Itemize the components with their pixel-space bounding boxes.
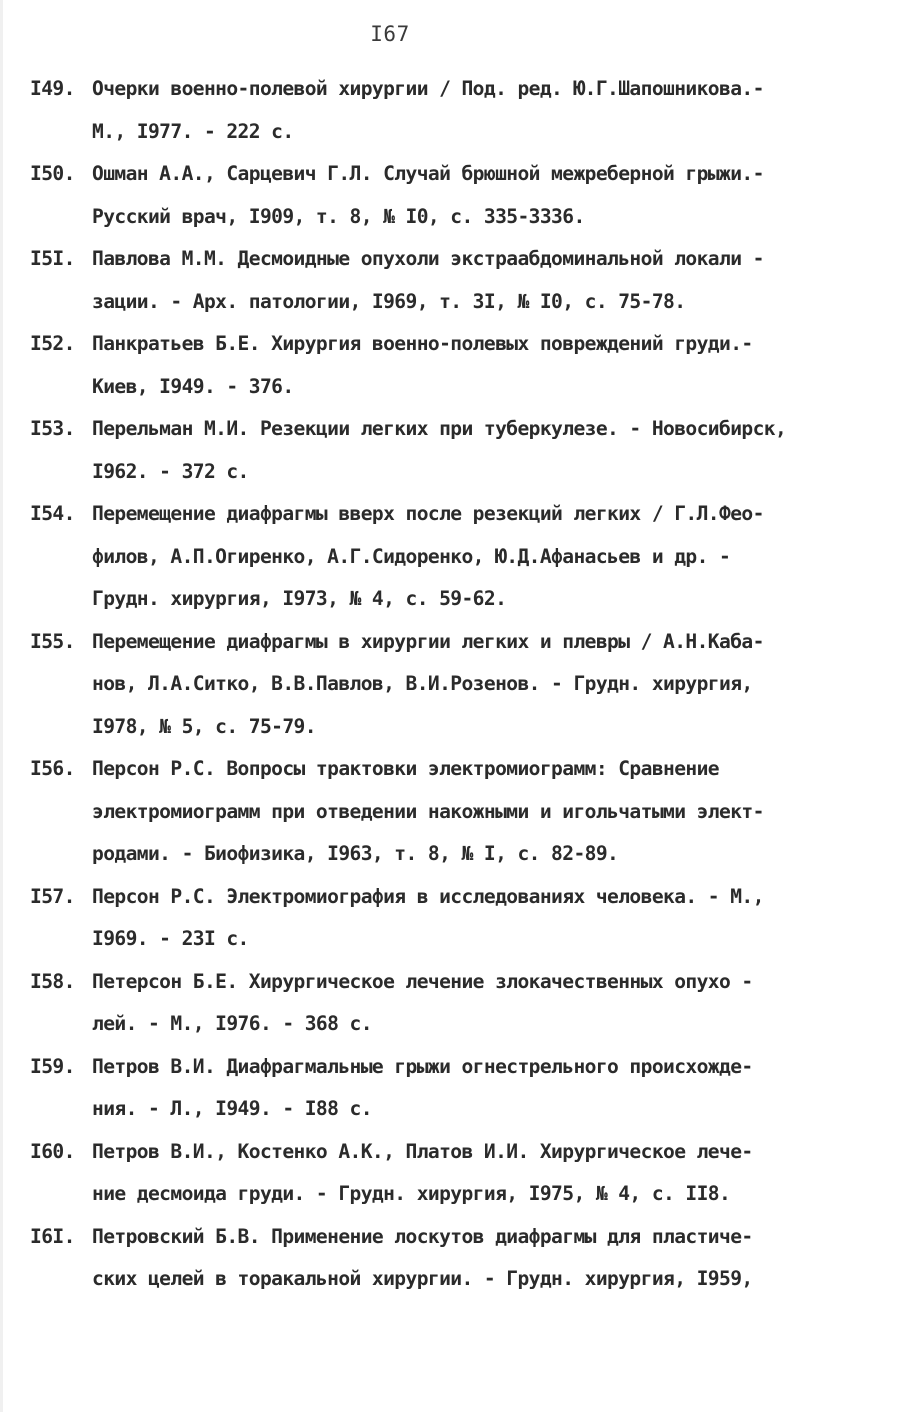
reference-text-line: родами. - Биофизика, I963, т. 8, № I, с. 82-89.: [92, 842, 619, 865]
reference-number: I52.: [30, 332, 75, 355]
reference-text-line: ских целей в торакальной хирургии. - Грудн. хирургия, I959,: [92, 1267, 753, 1290]
reference-entry: [30, 238, 890, 323]
reference-number: I57.: [30, 884, 75, 908]
reference-number: I53.: [30, 417, 75, 440]
reference-text-line: ние десмоида груди. - Грудн. хирургия, I975, № 4, с. II8.: [92, 1182, 731, 1205]
reference-text-line: ния. - Л., I949. - I88 с.: [92, 1097, 372, 1120]
reference-entry: [30, 748, 890, 876]
reference-text-line: Петров В.И. Диафрагмальные грыжи огнестрельного происхожде-: [92, 1054, 753, 1078]
reference-text-line: электромиограмм при отведении накожными и игольчатыми элект-: [92, 799, 764, 823]
reference-number: I49.: [30, 77, 75, 100]
reference-number: I59.: [30, 1054, 75, 1078]
reference-text-line: Персон Р.С. Вопросы трактовки электромиограмм: Сравнение: [92, 757, 720, 780]
reference-entry: [30, 876, 890, 961]
reference-entry: [30, 493, 890, 621]
page-number: I67: [370, 22, 410, 46]
reference-text-line: Русский врач, I909, т. 8, № I0, с. 335-3336.: [92, 204, 585, 228]
reference-text-line: Панкратьев Б.Е. Хирургия военно-полевых повреждений груди.-: [92, 332, 753, 355]
reference-entry: [30, 408, 890, 493]
reference-text-line: I978, № 5, с. 75-79.: [92, 714, 316, 738]
reference-text-line: Перельман М.И. Резекции легких при туберкулезе. - Новосибирск,: [92, 417, 787, 440]
reference-text-line: Павлова М.М. Десмоидные опухоли экстраабдоминальной локали -: [92, 247, 764, 270]
reference-number: I50.: [30, 162, 75, 185]
reference-text-line: Ошман А.А., Сарцевич Г.Л. Случай брюшной межреберной грыжи.-: [92, 162, 764, 185]
reference-number: I6I.: [30, 1224, 75, 1248]
reference-number: I60.: [30, 1139, 75, 1163]
reference-text-line: Очерки военно-полевой хирургии / Под. ред. Ю.Г.Шапошникова.-: [92, 77, 764, 100]
reference-text-line: Персон Р.С. Электромиография в исследованиях человека. - М.,: [92, 884, 764, 908]
reference-entry: [30, 1216, 890, 1301]
reference-list: [30, 68, 890, 1301]
reference-text-line: Грудн. хирургия, I973, № 4, с. 59-62.: [92, 587, 507, 610]
reference-entry: [30, 621, 890, 749]
reference-number: I58.: [30, 969, 75, 993]
reference-entry: [30, 68, 890, 153]
reference-text-line: Петров В.И., Костенко А.К., Платов И.И. Хирургическое лече-: [92, 1139, 753, 1163]
reference-text-line: Перемещение диафрагмы в хирургии легких и плевры / А.Н.Каба-: [92, 629, 764, 653]
reference-number: I55.: [30, 629, 75, 653]
reference-text-line: Перемещение диафрагмы вверх после резекций легких / Г.Л.Фео-: [92, 502, 764, 525]
reference-entry: [30, 1131, 890, 1216]
reference-number: I5I.: [30, 247, 75, 270]
reference-text-line: Киев, I949. - 376.: [92, 374, 294, 398]
reference-entry: [30, 323, 890, 408]
reference-text-line: филов, А.П.Огиренко, А.Г.Сидоренко, Ю.Д.Афанасьев и др. -: [92, 544, 731, 568]
reference-text-line: лей. - М., I976. - 368 с.: [92, 1012, 372, 1035]
reference-text-line: зации. - Арх. патологии, I969, т. 3I, № I0, с. 75-78.: [92, 289, 686, 313]
reference-text-line: Петровский Б.В. Применение лоскутов диафрагмы для пластиче-: [92, 1224, 753, 1248]
reference-text-line: I969. - 23I с.: [92, 927, 249, 950]
reference-text-line: М., I977. - 222 с.: [92, 119, 294, 143]
reference-entry: [30, 153, 890, 238]
reference-number: I54.: [30, 502, 75, 525]
reference-text-line: нов, Л.А.Ситко, В.В.Павлов, В.И.Розенов. - Грудн. хирургия,: [92, 672, 753, 695]
reference-entry: [30, 1046, 890, 1131]
reference-number: I56.: [30, 757, 75, 780]
page-edge-shadow: [0, 0, 3, 1412]
reference-text-line: I962. - 372 с.: [92, 459, 249, 483]
reference-text-line: Петерсон Б.Е. Хирургическое лечение злокачественных опухо -: [92, 969, 753, 993]
reference-entry: [30, 961, 890, 1046]
